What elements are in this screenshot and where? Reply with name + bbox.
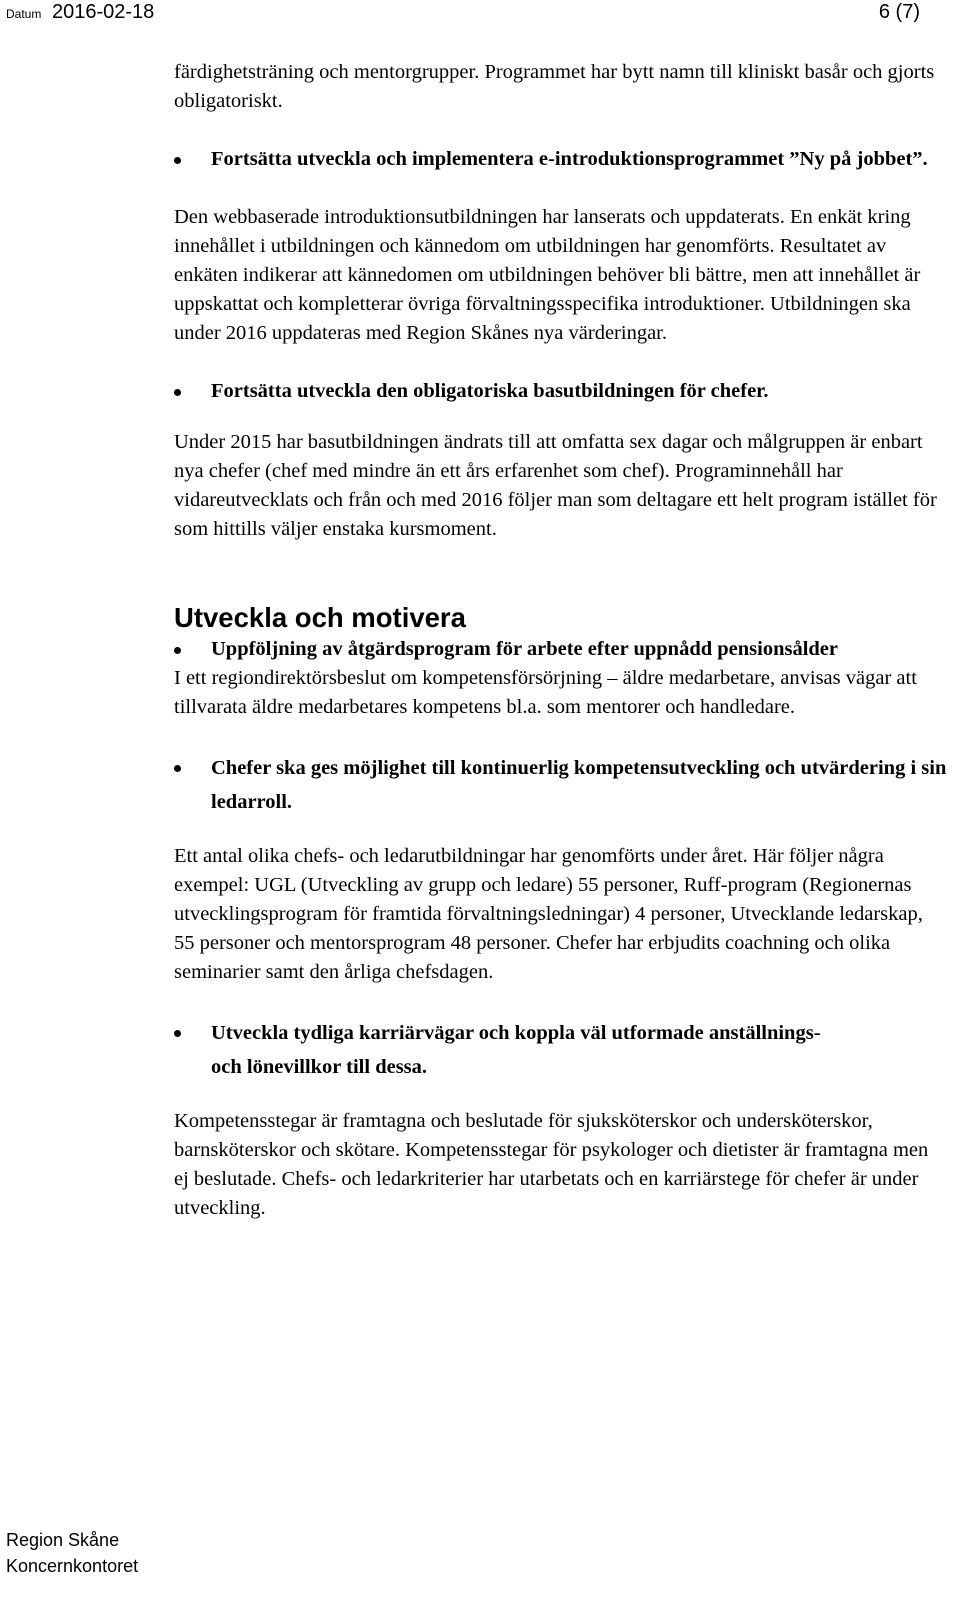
paragraph-web-training: Den webbaserade introduktionsutbildningen har lanserats och uppdaterats. En enkät kring innehållet i utbildningen och kännedom om utbildningen har genomförts. Resultatet av enkäten indikerar att kännedomen om utbildningen behöver bli bättre, men att innehållet är uppskattat och kompletterar övriga förvaltningsspecifika introduktioner. Utbildningen ska under 2016 uppdateras med Region Skånes nya värderingar.: [174, 206, 921, 344]
bullet-icon: [174, 157, 181, 164]
page-number: 6 (7): [878, 1, 920, 23]
bullet-icon: [174, 765, 181, 772]
bullet-basic-training: [174, 377, 944, 406]
bullet-follow-up: [174, 635, 851, 664]
paragraph-competence-ladders: Kompetensstegar är framtagna och beslutade för sjuksköterskor och undersköterskor, barnsköterskor och skötare. Kompetensstegar för psykologer och dietister är framtagna men ej beslutade. Chefs- och ledarkriterier har utarbetats och en karriärstege för chefer är under utveckling.: [174, 1110, 929, 1219]
bullet-icon: [174, 389, 181, 396]
footer-unit: Koncernkontoret: [6, 1556, 139, 1576]
bullet-e-introduction: [174, 145, 931, 174]
document-body: [174, 58, 947, 1223]
bullet-text: Fortsätta utveckla den obligatoriska basutbildningen för chefer.: [211, 380, 769, 402]
bullet-text: Fortsätta utveckla och implementera e-introduktionsprogrammet ”Ny på jobbet”.: [211, 148, 928, 170]
bullet-text: Uppföljning av åtgärdsprogram för arbete efter uppnådd pensionsålder: [211, 638, 839, 660]
bullet-text: Utveckla tydliga karriärvägar och koppla väl utformade anställnings- och lönevillkor till dessa.: [211, 1022, 821, 1078]
date-label: Datum: [6, 7, 42, 21]
paragraph-basic-training: Under 2015 har basutbildningen ändrats till att omfatta sex dagar och målgruppen är enbart nya chefer (chef med mindre än ett års erfarenhet som chef). Programinnehåll har vidareutvecklats och från och med 2016 följer man som deltagare ett helt program istället för som hittills väljer enstaka kursmoment.: [174, 431, 937, 540]
section-heading: Utveckla och motivera: [174, 602, 466, 633]
bullet-career-paths: [174, 1016, 851, 1084]
bullet-leadership-development: [174, 751, 960, 819]
bullet-icon: [174, 1030, 181, 1037]
paragraph-intro: färdighetsträning och mentorgrupper. Programmet har bytt namn till kliniskt basår och gjorts obligatoriskt.: [174, 61, 935, 112]
footer: [6, 1527, 138, 1579]
bullet-text: Chefer ska ges möjlighet till kontinuerlig kompetensutveckling och utvärdering i sin ledarroll.: [211, 757, 947, 813]
footer-organization: Region Skåne: [6, 1530, 120, 1550]
paragraph-leadership-programs: Ett antal olika chefs- och ledarutbildningar har genomförts under året. Här följer några exempel: UGL (Utveckling av grupp och ledare) 55 personer, Ruff-program (Regionernas utvecklingsprogram för framtida förvaltningsledningar) 4 personer, Utvecklande ledarskap, 55 personer och mentorsprogram 48 personer. Chefer har erbjudits coachning och olika seminarier samt den årliga chefsdagen.: [174, 845, 923, 983]
bullet-icon: [174, 647, 181, 654]
document-date: 2016-02-18: [52, 1, 155, 23]
paragraph-senior-staff: I ett regiondirektörsbeslut om kompetensförsörjning – äldre medarbetare, anvisas vägar att tillvarata äldre medarbetares kompetens bl.a. som mentorer och handledare.: [174, 667, 917, 718]
